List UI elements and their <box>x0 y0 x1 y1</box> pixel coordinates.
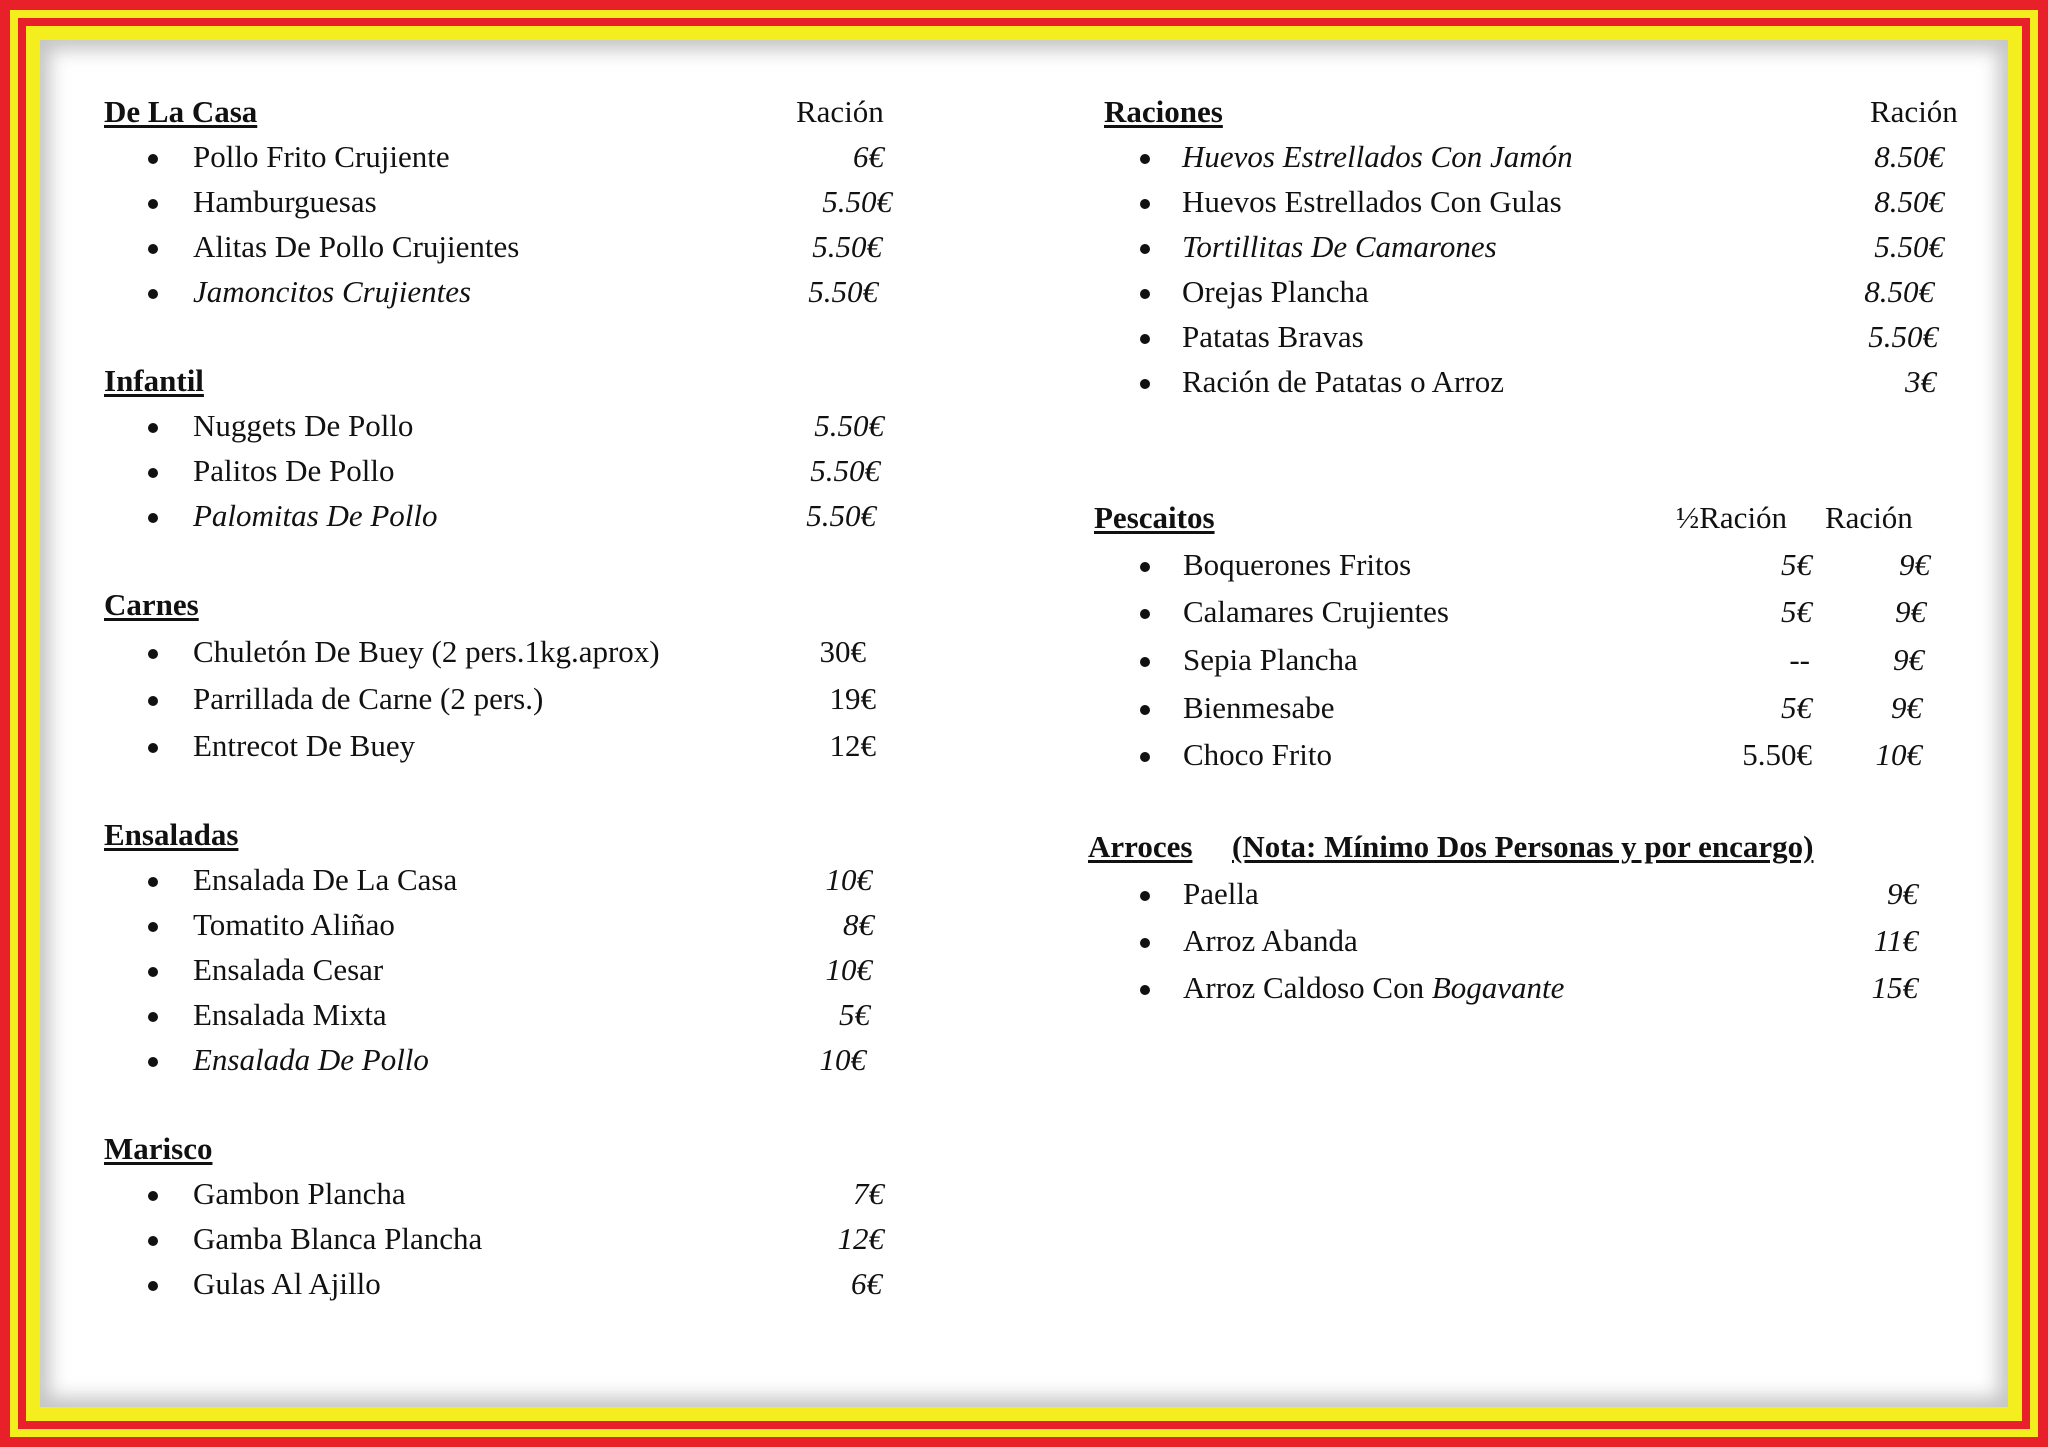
item-name: Jamoncitos Crujientes <box>193 274 472 309</box>
item-name: Chuletón De Buey (2 pers.1kg.aprox) <box>193 634 660 669</box>
item-name: Ensalada De Pollo <box>193 1042 429 1077</box>
menu-item <box>148 1266 898 1306</box>
item-price: 19€ <box>829 681 876 716</box>
item-name <box>1183 970 1564 1006</box>
item-name: Gulas Al Ajillo <box>193 1266 381 1301</box>
item-price: 5.50€ <box>806 498 876 533</box>
section-title-de-la-casa: De La Casa <box>104 94 258 129</box>
menu-item <box>148 634 898 674</box>
item-price: 9€ <box>1899 547 1930 582</box>
bullet-icon <box>148 289 158 299</box>
item-price: 10€ <box>1875 737 1922 772</box>
menu-item <box>1140 594 1940 634</box>
bullet-icon <box>148 468 158 478</box>
menu-item <box>148 681 898 721</box>
item-name: Calamares Crujientes <box>1183 594 1449 629</box>
bullet-icon <box>1140 609 1150 619</box>
menu-item <box>148 907 898 947</box>
menu-item <box>1140 970 1940 1010</box>
bullet-icon <box>1140 938 1150 948</box>
item-price: 5.50€ <box>812 229 882 264</box>
item-price: 10€ <box>825 952 872 987</box>
item-price: 10€ <box>819 1042 866 1077</box>
item-name: Gamba Blanca Plancha <box>193 1221 483 1256</box>
menu-item <box>148 862 898 902</box>
item-name: Palomitas De Pollo <box>193 498 438 533</box>
item-name: Hamburguesas <box>193 184 377 219</box>
section-title-raciones: Raciones <box>1104 94 1223 129</box>
item-name: Gambon Plancha <box>193 1176 406 1211</box>
item-name: Choco Frito <box>1183 737 1332 772</box>
item-price-half: -- <box>1789 642 1810 677</box>
item-name: Huevos Estrellados Con Gulas <box>1182 184 1562 219</box>
item-price: 5.50€ <box>810 453 880 488</box>
menu-item <box>148 274 898 314</box>
menu-item <box>148 229 898 269</box>
menu-item <box>1140 642 1940 682</box>
column-header-racion: Ración <box>1825 500 1913 535</box>
bullet-icon <box>148 877 158 887</box>
bullet-icon <box>1140 985 1150 995</box>
menu-item <box>148 408 898 448</box>
item-price-half: 5€ <box>1781 594 1812 629</box>
bullet-icon <box>148 967 158 977</box>
menu-item <box>1140 547 1940 587</box>
item-name: Sepia Plancha <box>1183 642 1358 677</box>
item-name: Pollo Frito Crujiente <box>193 139 450 174</box>
bullet-icon <box>1140 705 1150 715</box>
bullet-icon <box>148 922 158 932</box>
menu-item <box>1140 364 1950 404</box>
item-price: 12€ <box>837 1221 884 1256</box>
menu-item <box>148 139 898 179</box>
item-price: 12€ <box>829 728 876 763</box>
menu-item <box>148 498 898 538</box>
item-price: 8.50€ <box>1874 184 1944 219</box>
section-title-marisco: Marisco <box>104 1131 213 1166</box>
item-price-half: 5€ <box>1781 547 1812 582</box>
section-title-arroces: Arroces <box>1088 829 1193 864</box>
item-price: 6€ <box>851 1266 882 1301</box>
item-name: Entrecot De Buey <box>193 728 416 763</box>
menu-item <box>148 453 898 493</box>
item-price: 8.50€ <box>1874 139 1944 174</box>
bullet-icon <box>148 1191 158 1201</box>
menu-item <box>148 1221 898 1261</box>
menu-item <box>148 728 898 768</box>
bullet-icon <box>1140 657 1150 667</box>
item-price: 6€ <box>853 139 884 174</box>
section-title-pescaitos: Pescaitos <box>1094 500 1215 535</box>
item-name-part: Bogavante <box>1431 970 1565 1005</box>
item-price: 5.50€ <box>808 274 878 309</box>
item-name: Ensalada De La Casa <box>193 862 458 897</box>
menu-item <box>1140 876 1940 916</box>
bullet-icon <box>148 1236 158 1246</box>
item-name: Orejas Plancha <box>1182 274 1369 309</box>
item-price-half: 5€ <box>1781 690 1812 725</box>
bullet-icon <box>148 1057 158 1067</box>
item-name: Nuggets De Pollo <box>193 408 414 443</box>
bullet-icon <box>148 649 158 659</box>
item-price-half: 5.50€ <box>1742 737 1812 772</box>
item-name: Paella <box>1183 876 1259 911</box>
section-title-infantil: Infantil <box>104 363 204 398</box>
item-name: Parrillada de Carne (2 pers.) <box>193 681 544 716</box>
item-price: 3€ <box>1905 364 1936 399</box>
section-title-carnes: Carnes <box>104 587 199 622</box>
item-price: 9€ <box>1891 690 1922 725</box>
bullet-icon <box>148 1281 158 1291</box>
item-price: 7€ <box>853 1176 884 1211</box>
bullet-icon <box>148 154 158 164</box>
item-name: Ensalada Mixta <box>193 997 387 1032</box>
item-price: 8.50€ <box>1864 274 1934 309</box>
item-name: Boquerones Fritos <box>1183 547 1412 582</box>
bullet-icon <box>148 696 158 706</box>
bullet-icon <box>148 1012 158 1022</box>
bullet-icon <box>1140 199 1150 209</box>
item-price: 10€ <box>825 862 872 897</box>
item-name: Arroz Abanda <box>1183 923 1358 958</box>
item-price: 9€ <box>1887 876 1918 911</box>
item-name-part: Arroz Caldoso Con <box>1183 970 1432 1005</box>
item-price: 9€ <box>1893 642 1924 677</box>
item-price: 5€ <box>839 997 870 1032</box>
bullet-icon <box>148 743 158 753</box>
menu-item <box>1140 737 1940 777</box>
item-name: Tortillitas De Camarones <box>1182 229 1497 264</box>
item-name: Palitos De Pollo <box>193 453 395 488</box>
bullet-icon <box>1140 562 1150 572</box>
item-price: 9€ <box>1895 594 1926 629</box>
menu-item <box>1140 690 1940 730</box>
item-price: 5.50€ <box>814 408 884 443</box>
item-price: 30€ <box>819 634 866 669</box>
bullet-icon <box>1140 154 1150 164</box>
item-price: 5.50€ <box>1874 229 1944 264</box>
menu-item <box>1140 274 1950 314</box>
arroces-note: (Nota: Mínimo Dos Personas y por encargo) <box>1232 829 1814 864</box>
menu-item <box>148 952 898 992</box>
column-header-racion: Ración <box>1870 94 1958 129</box>
menu-item <box>148 184 898 224</box>
bullet-icon <box>1140 379 1150 389</box>
bullet-icon <box>1140 334 1150 344</box>
menu-item <box>148 1176 898 1216</box>
menu-item <box>1140 184 1950 224</box>
item-name: Ración de Patatas o Arroz <box>1182 364 1504 399</box>
item-name: Tomatito Aliñao <box>193 907 395 942</box>
menu-item <box>1140 319 1950 359</box>
bullet-icon <box>1140 752 1150 762</box>
item-price: 15€ <box>1871 970 1918 1005</box>
item-name: Huevos Estrellados Con Jamón <box>1182 139 1573 174</box>
item-price: 5.50€ <box>1868 319 1938 354</box>
menu-item <box>1140 139 1950 179</box>
item-price: 11€ <box>1873 923 1918 958</box>
bullet-icon <box>1140 244 1150 254</box>
bullet-icon <box>148 244 158 254</box>
item-name: Patatas Bravas <box>1182 319 1364 354</box>
item-price: 5.50€ <box>822 184 892 219</box>
item-name: Bienmesabe <box>1183 690 1335 725</box>
bullet-icon <box>148 199 158 209</box>
item-price: 8€ <box>843 907 874 942</box>
item-name: Ensalada Cesar <box>193 952 384 987</box>
menu-item <box>148 997 898 1037</box>
bullet-icon <box>148 423 158 433</box>
bullet-icon <box>1140 891 1150 901</box>
section-title-ensaladas: Ensaladas <box>104 817 239 852</box>
column-header-racion: Ración <box>796 94 884 129</box>
menu-item <box>1140 923 1940 963</box>
column-header-half-racion: ½Ración <box>1676 500 1788 535</box>
menu-item <box>1140 229 1950 269</box>
bullet-icon <box>1140 289 1150 299</box>
item-name: Alitas De Pollo Crujientes <box>193 229 520 264</box>
bullet-icon <box>148 513 158 523</box>
menu-item <box>148 1042 898 1082</box>
